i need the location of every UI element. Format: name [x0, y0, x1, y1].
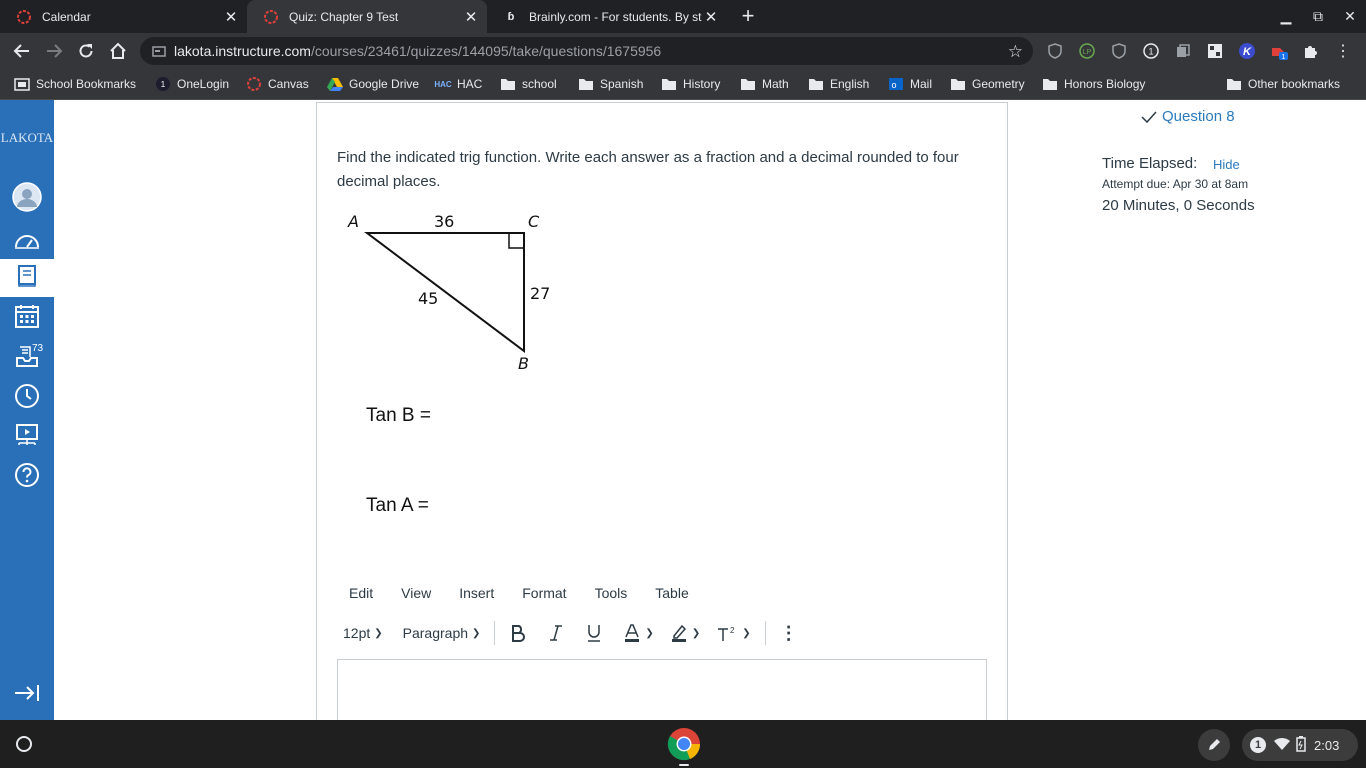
nav-calendar[interactable]: [0, 299, 54, 337]
avatar-icon: [12, 182, 42, 217]
folder-icon: [740, 76, 756, 92]
lp-extension-icon[interactable]: [1078, 42, 1096, 60]
bookmark-star-icon[interactable]: ☆: [1007, 42, 1023, 61]
bookmarks-bar: [0, 69, 1366, 100]
canvas-icon: [246, 76, 262, 92]
bookmark-hac[interactable]: [435, 76, 482, 92]
address-bar[interactable]: [140, 37, 1033, 65]
svg-text:o: o: [891, 80, 897, 90]
global-navigation: [0, 100, 54, 720]
more-options-icon[interactable]: ⋮: [779, 622, 798, 643]
vertex-c-label: C: [528, 212, 540, 231]
close-icon[interactable]: ✕: [224, 8, 238, 26]
question-prompt: Find the indicated trig function. Write each answer as a fraction and a decimal rounded to four decimal places.: [337, 149, 959, 190]
side-ac-label: 36: [434, 212, 455, 231]
bookmark-label: School Bookmarks: [36, 77, 137, 91]
menu-edit[interactable]: Edit: [349, 585, 374, 601]
svg-text:2: 2: [730, 626, 735, 635]
bookmark-school[interactable]: [500, 76, 557, 92]
url-path: /courses/23461/quizzes/144095/take/questions/1675956: [310, 43, 662, 59]
bookmark-onelogin[interactable]: [155, 76, 229, 92]
new-tab-button[interactable]: +: [741, 3, 755, 28]
tab-strip: [0, 0, 1366, 33]
bookmark-english[interactable]: [808, 76, 869, 92]
nav-studio[interactable]: [0, 418, 54, 456]
timer-value: 20 Minutes, 0 Seconds: [1102, 197, 1255, 214]
bookmark-label: Mail: [910, 77, 933, 91]
folder-icon: [808, 76, 824, 92]
bookmark-canvas[interactable]: [246, 76, 309, 92]
editor-menubar: [337, 583, 705, 603]
italic-button[interactable]: [541, 618, 571, 648]
block-format-select[interactable]: [397, 618, 487, 648]
folder-icon: [661, 76, 677, 92]
folder-icon: [950, 76, 966, 92]
inbox-count-badge: 73: [32, 343, 44, 354]
dashboard-gauge-icon: [13, 230, 41, 255]
folder-icon: [1226, 76, 1242, 92]
battery-icon: [1296, 736, 1306, 755]
pen-icon: [1206, 737, 1222, 753]
chevron-down-icon: ❯: [374, 627, 383, 639]
svg-text:LP: LP: [1082, 49, 1092, 56]
bold-button[interactable]: [503, 618, 533, 648]
clock-icon: [14, 383, 40, 414]
tab-calendar[interactable]: [0, 0, 247, 33]
menu-insert[interactable]: Insert: [459, 585, 495, 601]
wifi-icon: [1274, 737, 1290, 754]
menu-table[interactable]: Table: [655, 585, 689, 601]
url-text: [174, 43, 661, 59]
home-icon[interactable]: [108, 41, 128, 61]
courses-book-icon: [16, 264, 38, 293]
bookmark-other-bookmarks[interactable]: [1226, 76, 1340, 92]
bookmark-label: English: [830, 77, 870, 91]
nav-help[interactable]: [0, 458, 54, 496]
bookmark-mail[interactable]: [888, 76, 932, 92]
bookmark-honors-biology[interactable]: [1042, 76, 1145, 92]
svg-text:1: 1: [1148, 46, 1154, 57]
bookmark-label: OneLogin: [177, 77, 230, 91]
hac-icon: HAC: [434, 79, 452, 89]
menu-view[interactable]: View: [401, 585, 432, 601]
quiz-content: [54, 100, 1366, 720]
question-link-text: Question 8: [1162, 108, 1235, 125]
editor-toolbar: [337, 615, 987, 651]
vertex-a-label: A: [348, 212, 359, 231]
question-8-link[interactable]: [1140, 108, 1235, 125]
tan-a-line: Tan A =: [366, 495, 429, 516]
triangle-shape: [367, 233, 524, 351]
bookmark-school-bookmarks[interactable]: [14, 76, 136, 92]
bookmark-history[interactable]: [661, 76, 720, 92]
red-extension-icon[interactable]: [1270, 42, 1288, 60]
bookmark-label: Geometry: [972, 77, 1025, 91]
superscript-icon: [716, 624, 738, 642]
bookmark-label: HAC: [457, 77, 483, 91]
tab-title: Quiz: Chapter 9 Test: [289, 9, 399, 24]
status-tray[interactable]: [1242, 729, 1358, 761]
tab-title: Brainly.com - For students. By st: [529, 9, 702, 24]
nav-history[interactable]: [0, 379, 54, 417]
chevron-down-icon: ❯: [645, 627, 654, 639]
close-window-icon[interactable]: ✕: [1344, 8, 1356, 24]
svg-text:1: 1: [1281, 54, 1286, 60]
chevron-down-icon: ❯: [742, 627, 751, 639]
os-shelf: [0, 720, 1366, 768]
tab-brainly[interactable]: [487, 0, 727, 33]
lakota-logo[interactable]: LAKOTA: [0, 130, 54, 145]
attempt-due-text: Attempt due: Apr 30 at 8am: [1102, 177, 1249, 191]
outlook-icon: [888, 76, 904, 92]
collapse-arrow-icon: [13, 683, 41, 708]
canvas-icon: [263, 9, 279, 25]
bookmark-label: school: [522, 77, 557, 91]
reload-icon[interactable]: [76, 41, 96, 61]
question-box: [316, 102, 1008, 723]
tab-title: Calendar: [42, 9, 91, 24]
bookmark-label: Canvas: [268, 77, 309, 91]
shield-outline-icon[interactable]: [1110, 42, 1128, 60]
vertex-b-label: B: [518, 354, 529, 373]
url-host: lakota.instructure.com: [174, 43, 311, 59]
bookmark-label: Honors Biology: [1064, 77, 1146, 91]
question-list-overflow: [1142, 134, 1262, 140]
text-color-button[interactable]: [617, 618, 659, 648]
copy-extension-icon[interactable]: [1174, 42, 1192, 60]
nav-courses[interactable]: [0, 259, 54, 297]
side-cb-label: 27: [530, 284, 551, 303]
svg-text:K: K: [1243, 46, 1251, 58]
minimize-icon[interactable]: ▁: [1280, 8, 1292, 24]
nav-dashboard[interactable]: [0, 223, 54, 261]
forward-icon[interactable]: [44, 41, 64, 61]
chrome-app-icon[interactable]: [667, 727, 701, 761]
svg-text:1: 1: [160, 80, 166, 89]
superscript-button[interactable]: [710, 618, 756, 648]
block-format-value: Paragraph: [402, 625, 469, 641]
font-size-select[interactable]: [337, 618, 389, 648]
site-info-icon[interactable]: [152, 44, 166, 63]
menu-tools[interactable]: Tools: [594, 585, 628, 601]
restore-icon[interactable]: ⧉: [1313, 8, 1323, 24]
close-icon[interactable]: ✕: [704, 8, 718, 26]
chevron-down-icon: ❯: [472, 627, 481, 639]
folder-icon: [578, 76, 594, 92]
k-extension-icon[interactable]: [1238, 42, 1256, 60]
triangle-figure: [337, 203, 567, 373]
tan-b-line: Tan B =: [366, 405, 431, 426]
timer-hide-link[interactable]: Hide: [1213, 157, 1240, 172]
brainly-icon: ɓ: [507, 10, 515, 23]
close-icon[interactable]: ✕: [464, 8, 478, 26]
toolbar-divider: [765, 621, 766, 645]
google-drive-icon: [327, 76, 343, 92]
nav-account[interactable]: [0, 180, 54, 218]
password-manager-icon[interactable]: [1142, 42, 1160, 60]
italic-icon: [547, 624, 565, 642]
collapse-nav-button[interactable]: [0, 676, 54, 714]
side-ab-label: 45: [418, 289, 439, 308]
chevron-down-icon: ❯: [691, 627, 701, 639]
highlight-color-button[interactable]: [664, 618, 706, 648]
onelogin-icon: [155, 76, 171, 92]
bookmark-label: History: [683, 77, 721, 91]
stylus-tools-button[interactable]: [1198, 729, 1230, 761]
folder-icon: [500, 76, 516, 92]
right-angle-marker: [509, 233, 524, 248]
underline-icon: [585, 624, 603, 642]
studio-icon: [14, 422, 40, 453]
bookmark-google-drive[interactable]: [327, 76, 419, 92]
underline-button[interactable]: [579, 618, 609, 648]
folder-icon: [1042, 76, 1058, 92]
calendar-icon: [14, 303, 40, 334]
checkmark-icon: [1140, 110, 1158, 124]
bookmark-label: Google Drive: [349, 77, 420, 91]
bold-icon: [509, 624, 527, 642]
highlight-icon: [670, 624, 688, 642]
bookmark-math[interactable]: [740, 76, 789, 92]
bookmark-label: Other bookmarks: [1248, 77, 1341, 91]
shield-extension-icon[interactable]: [1046, 42, 1064, 60]
help-icon: [14, 462, 40, 493]
bookmark-geometry[interactable]: [950, 76, 1025, 92]
font-size-value: 12pt: [343, 625, 371, 641]
toolbar-divider: [494, 621, 495, 645]
timer-label: Time Elapsed:: [1102, 155, 1198, 172]
bookmark-label: Spanish: [600, 77, 644, 91]
canvas-icon: [16, 9, 32, 25]
qr-extension-icon[interactable]: [1206, 42, 1224, 60]
back-icon[interactable]: [12, 41, 32, 61]
bookmark-label: Math: [762, 77, 789, 91]
chrome-menu-icon[interactable]: ⋮: [1335, 43, 1351, 60]
notification-count-badge: 1: [1250, 737, 1266, 753]
clock-time: 2:03: [1314, 737, 1340, 753]
launcher-icon[interactable]: [16, 736, 32, 752]
text-color-icon: [623, 624, 641, 642]
browser-toolbar: [0, 33, 1366, 69]
running-indicator: [679, 764, 689, 766]
menu-format[interactable]: Format: [522, 585, 567, 601]
bookmark-spanish[interactable]: [578, 76, 643, 92]
extensions-puzzle-icon[interactable]: [1302, 42, 1320, 60]
tab-quiz[interactable]: [247, 0, 487, 33]
nav-inbox[interactable]: [0, 339, 54, 377]
bookmarks-folder-icon: [14, 76, 30, 92]
